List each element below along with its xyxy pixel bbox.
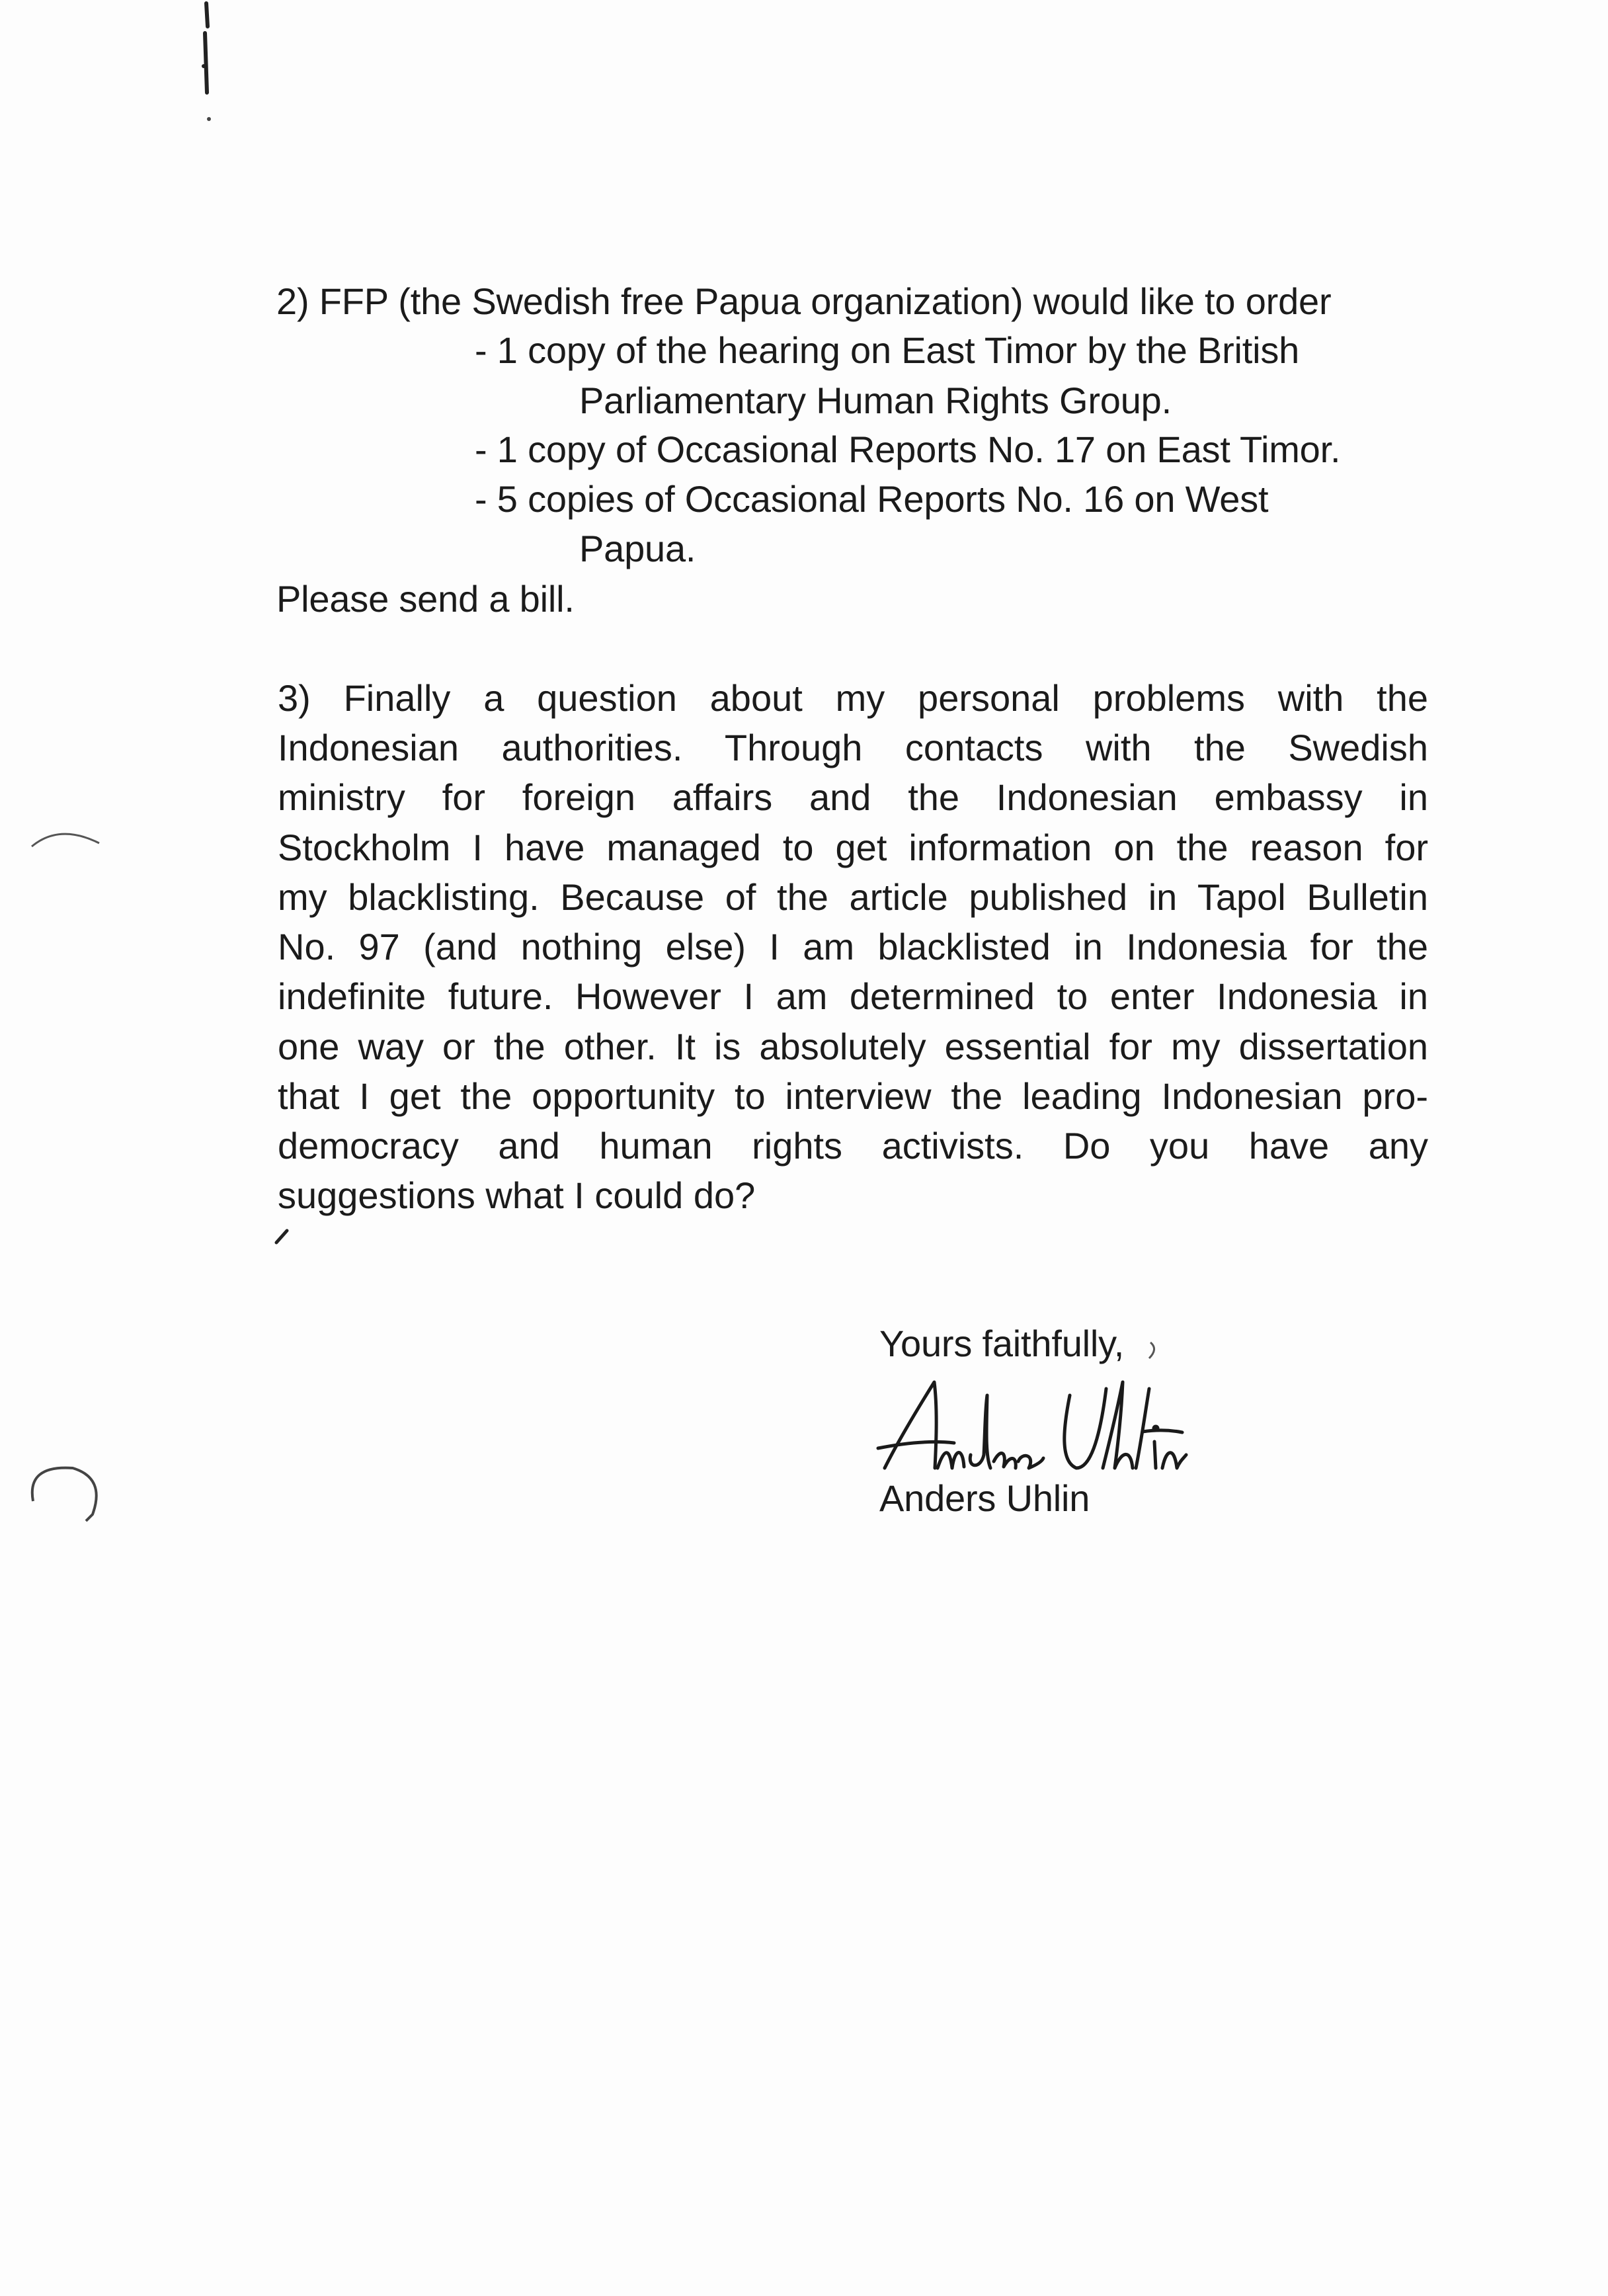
scan-mark-left-circle (20, 1455, 112, 1534)
section3-line-6: No. 97 (and nothing else) I am blacklisted in Indonesia for the (278, 926, 1428, 967)
section3-line-9: that I get the opportunity to interview the leading Indonesian pro- (278, 1075, 1428, 1117)
order-item-2: - 1 copy of Occasional Reports No. 17 on East Timor. (475, 429, 1341, 470)
section3-line-4: Stockholm I have managed to get information on the reason for (278, 827, 1428, 868)
scan-mark-top (185, 0, 225, 145)
section3-line-11: suggestions what I could do? (278, 1174, 756, 1216)
section2-closing: Please send a bill. (276, 578, 575, 620)
section3-line-1: 3) Finally a question about my personal problems with the (278, 677, 1428, 719)
signatory-name: Anders Uhlin (879, 1477, 1090, 1519)
order-item-3: - 5 copies of Occasional Reports No. 16 on West (475, 478, 1269, 520)
section3-line-2: Indonesian authorities. Through contacts with the Swedish (278, 727, 1428, 768)
handwritten-signature (871, 1369, 1189, 1488)
scan-mark-tick (272, 1227, 292, 1247)
section3-line-8: one way or the other. It is absolutely essential for my dissertation (278, 1026, 1428, 1067)
scan-mark-left-arc (26, 820, 106, 860)
section3-line-3: ministry for foreign affairs and the Indonesian embassy in (278, 776, 1428, 818)
order-item-3-continued: Papua. (579, 528, 696, 569)
scan-mark-comma (1144, 1336, 1164, 1362)
section3-line-5: my blacklisting. Because of the article published in Tapol Bulletin (278, 876, 1428, 918)
section2-intro: 2) FFP (the Swedish free Papua organization) would like to order (276, 280, 1332, 322)
order-item-1: - 1 copy of the hearing on East Timor by the British (475, 329, 1300, 371)
order-item-1-continued: Parliamentary Human Rights Group. (579, 380, 1172, 421)
salutation: Yours faithfully, (879, 1323, 1125, 1364)
section3-line-10: democracy and human rights activists. Do you have any (278, 1125, 1428, 1167)
section3-line-7: indefinite future. However I am determined to enter Indonesia in (278, 975, 1428, 1017)
